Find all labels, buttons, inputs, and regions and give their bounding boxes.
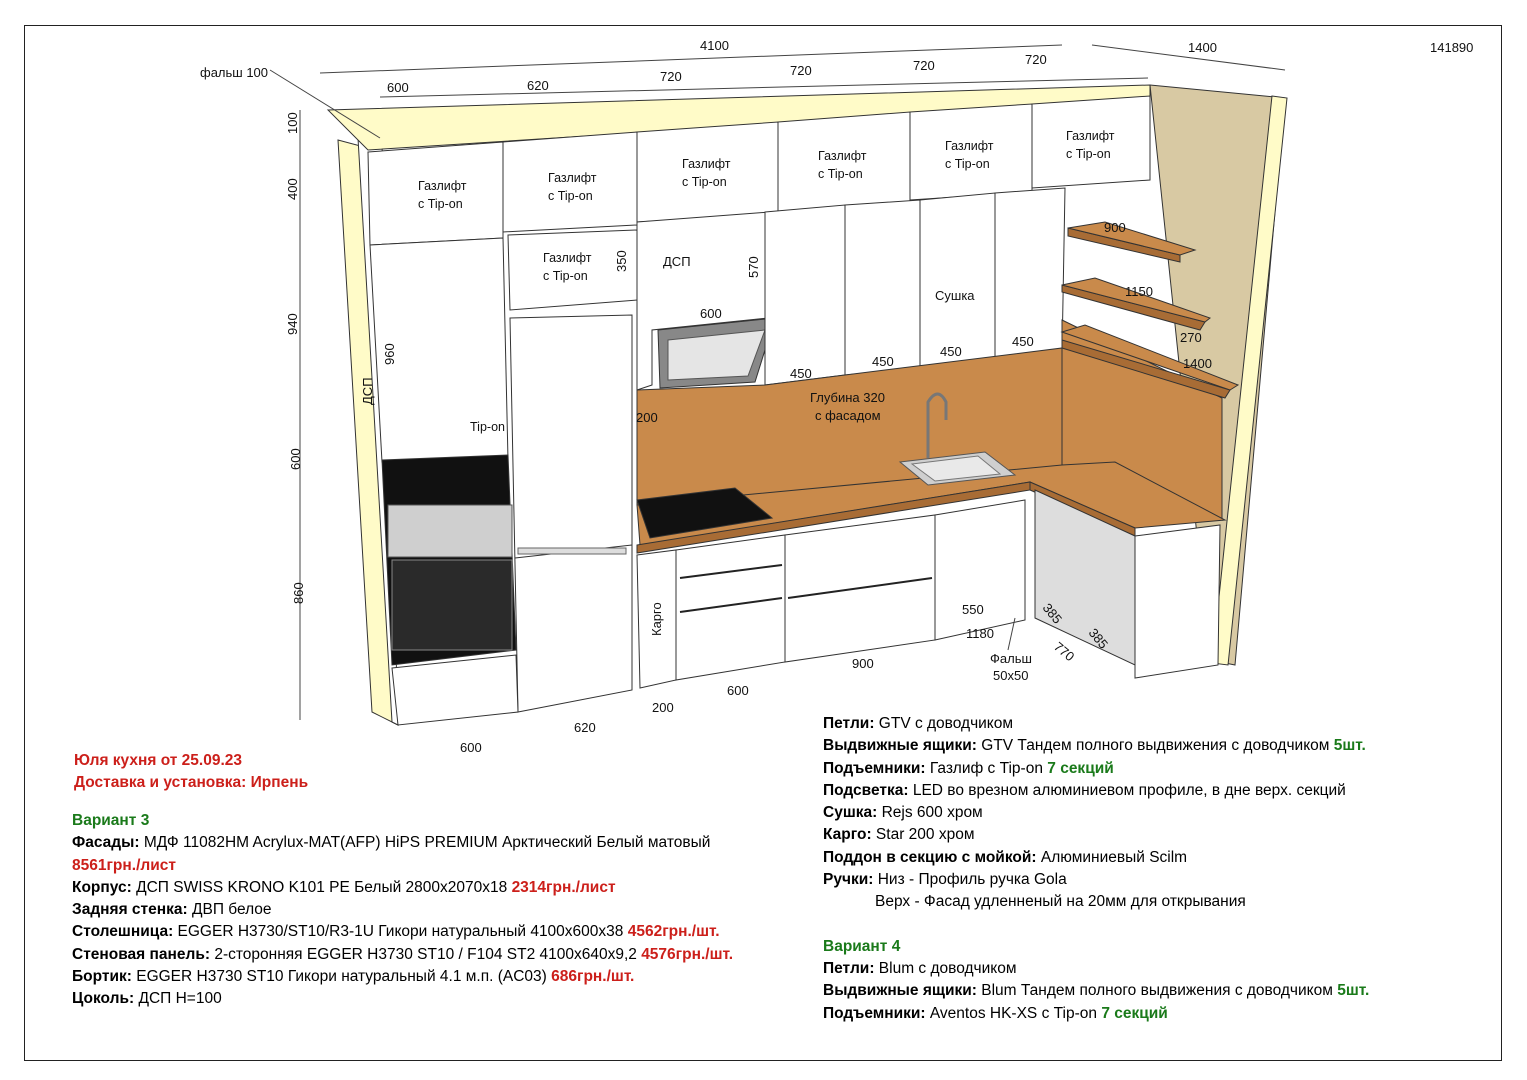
cargo-label: Карго:	[823, 826, 872, 844]
hardware-notes	[823, 713, 1369, 1025]
tray-label: Поддон в секцию с мойкой:	[823, 848, 1037, 866]
variant4-title: Вариант 4	[823, 937, 901, 955]
v4-hinges-label: Петли:	[823, 959, 875, 977]
v4-drawers-qty: 5шт.	[1337, 982, 1370, 1000]
back-text: ДВП белое	[187, 901, 272, 919]
base-sink	[935, 500, 1025, 640]
dim-left-860: 860	[291, 582, 306, 604]
dim-200-top: 200	[636, 410, 658, 425]
label-dsp-side: ДСП	[360, 377, 375, 405]
dim-960: 960	[382, 343, 397, 365]
dim-bottom-200: 200	[652, 700, 674, 715]
handles-label: Ручки:	[823, 871, 874, 889]
variant3-title: Вариант 3	[72, 812, 150, 829]
top-price: 4562грн./шт.	[627, 923, 720, 941]
drawers-label: Выдвижные ящики:	[823, 737, 977, 755]
tipon-6: с Tip-on	[1066, 147, 1111, 161]
dim-left-940: 940	[285, 313, 300, 335]
title-line-2: Доставка и установка: Ирпень	[74, 774, 309, 792]
dim-total-4100: 4100	[700, 38, 729, 53]
drawers-qty: 5шт.	[1333, 737, 1366, 755]
plinth-label: Цоколь:	[72, 990, 135, 1008]
gaslift-5: Газлифт	[945, 139, 994, 153]
dim-section-2: 620	[527, 78, 549, 93]
dim-shelf-1400: 1400	[1183, 356, 1212, 371]
tipon-7: с Tip-on	[543, 269, 588, 283]
dryer-text: Rejs 600 хром	[877, 804, 983, 822]
hinges-text: GTV с доводчиком	[874, 715, 1014, 732]
gaslift-6: Газлифт	[1066, 129, 1115, 143]
body-text: ДСП SWISS KRONO K101 PE Белый 2800х2070х18	[131, 878, 512, 896]
gaslift-3: Газлифт	[682, 157, 731, 171]
facades-label: Фасады:	[72, 834, 140, 852]
edge-text: EGGER H3730 ST10 Гикори натуральный 4.1 м.п. (AC03)	[131, 968, 552, 986]
panel-label: Стеновая панель:	[72, 945, 211, 963]
label-fals-1: Фальш	[990, 651, 1032, 666]
hinges-label: Петли:	[823, 715, 875, 732]
handles-text-2: Верх - Фасад удленненый на 20мм для открывания	[875, 893, 1246, 911]
dim-section-3: 720	[660, 69, 682, 84]
dim-bottom-900: 900	[852, 656, 874, 671]
drawers-text: GTV Тандем полного выдвижения с доводчиком	[976, 737, 1334, 755]
tipon-1: с Tip-on	[418, 197, 463, 211]
wall-cab-b	[845, 200, 920, 375]
v4-lifts-qty: 7 секций	[1101, 1004, 1168, 1022]
title-block	[74, 750, 308, 795]
corner-cab-right	[1135, 525, 1220, 678]
v4-lifts-text: Aventos HK-XS с Tip-on	[925, 1004, 1102, 1022]
upper-cab-1	[368, 142, 503, 245]
wall-cab-c	[920, 193, 995, 368]
gaslift-2: Газлифт	[548, 171, 597, 185]
dim-bottom-620: 620	[574, 720, 596, 735]
gaslift-4: Газлифт	[818, 149, 867, 163]
upper-cab-3	[637, 122, 778, 222]
dim-bottom-600a: 600	[727, 683, 749, 698]
facades-text: МДФ 11082HM Acrylux-MAT(AFP) HiPS PREMIUM Арктический Белый матовый	[139, 834, 711, 852]
v4-hinges-text: Blum с доводчиком	[874, 959, 1017, 977]
base-drawers-1	[676, 535, 785, 680]
wall-cab-a	[765, 205, 845, 385]
dim-550: 550	[962, 602, 984, 617]
edge-price: 686грн./шт.	[551, 968, 635, 986]
dim-section-5: 720	[913, 58, 935, 73]
gaslift-7: Газлифт	[543, 251, 592, 265]
tipon-solo: Tip-on	[470, 420, 505, 434]
dim-450-2: 450	[872, 354, 894, 369]
dim-left-600: 600	[288, 448, 303, 470]
microwave	[388, 505, 512, 557]
dim-shelf-1150: 1150	[1125, 284, 1153, 299]
label-dryer: Сушка	[935, 288, 975, 303]
tray-text: Алюминиевый Scilm	[1036, 848, 1188, 866]
handles-text: Низ - Профиль ручка Gola	[873, 871, 1067, 889]
label-dsp: ДСП	[663, 254, 691, 269]
dim-1180: 1180	[966, 626, 994, 641]
lifts-label: Подъемники:	[823, 759, 926, 777]
panel-price: 4576грн./шт.	[641, 945, 734, 963]
dim-shelf-900: 900	[1104, 220, 1126, 235]
tipon-3: с Tip-on	[682, 175, 727, 189]
dim-fals-100: фальш 100	[200, 65, 269, 80]
oven-plinth-cab	[392, 655, 518, 725]
dim-left-400: 400	[285, 178, 300, 200]
oven	[392, 560, 512, 650]
dim-left-100: 100	[285, 112, 300, 134]
label-depth-1: Глубина 320	[810, 390, 885, 405]
body-label: Корпус:	[72, 878, 132, 896]
light-label: Подсветка:	[823, 781, 909, 799]
dim-hood-600: 600	[700, 306, 722, 321]
light-text: LED во врезном алюминиевом профиле, в дне верх. секций	[908, 781, 1346, 799]
dim-bottom-600b: 600	[460, 740, 482, 755]
label-cargo: Карго	[649, 602, 664, 636]
body-price: 2314грн./лист	[511, 878, 616, 896]
label-fals-2: 50x50	[993, 668, 1029, 683]
dryer-label: Сушка:	[823, 804, 878, 822]
tipon-4: с Tip-on	[818, 167, 863, 181]
variant3-notes	[72, 810, 733, 1011]
dim-450-3: 450	[940, 344, 962, 359]
cargo-text: Star 200 хром	[871, 826, 975, 844]
gaslift-1: Газлифт	[418, 179, 467, 193]
v4-lifts-label: Подъемники:	[823, 1004, 926, 1022]
plinth-text: ДСП H=100	[134, 990, 222, 1008]
v4-drawers-label: Выдвижные ящики:	[823, 982, 977, 1000]
dim-450-4: 450	[1012, 334, 1034, 349]
tipon-2: с Tip-on	[548, 189, 593, 203]
dim-570: 570	[746, 256, 761, 278]
dim-section-4: 720	[790, 63, 812, 78]
v4-drawers-text: Blum Тандем полного выдвижения с доводчиком	[976, 982, 1338, 1000]
order-number: 141890	[1430, 40, 1474, 55]
dim-385-a: 385	[1039, 600, 1066, 627]
fridge-column	[510, 315, 632, 712]
dim-350: 350	[614, 250, 629, 272]
lifts-text: Газлиф с Tip-on	[925, 759, 1048, 777]
fridge-handle	[518, 548, 626, 554]
dim-450-1: 450	[790, 366, 812, 381]
dim-side-1400: 1400	[1188, 40, 1217, 55]
lifts-qty: 7 секций	[1047, 759, 1114, 777]
dim-770: 770	[1051, 638, 1078, 665]
dim-section-6: 720	[1025, 52, 1047, 67]
tipon-5: с Tip-on	[945, 157, 990, 171]
dim-shelf-270: 270	[1180, 330, 1202, 345]
dim-section-1: 600	[387, 80, 409, 95]
top-label: Столешница:	[72, 923, 174, 941]
dim-385-b: 385	[1085, 625, 1112, 652]
title-line-1: Юля кухня от 25.09.23	[74, 752, 243, 769]
panel-text: 2-сторонняя EGGER H3730 ST10 / F104 ST2 4100х640х9,2	[210, 945, 642, 963]
top-text: EGGER H3730/ST10/R3-1U Гикори натуральный 4100х600х38	[173, 923, 628, 941]
label-depth-2: с фасадом	[815, 408, 881, 423]
facades-price: 8561грн./лист	[72, 856, 176, 874]
back-label: Задняя стенка:	[72, 901, 188, 919]
edge-label: Бортик:	[72, 968, 132, 986]
